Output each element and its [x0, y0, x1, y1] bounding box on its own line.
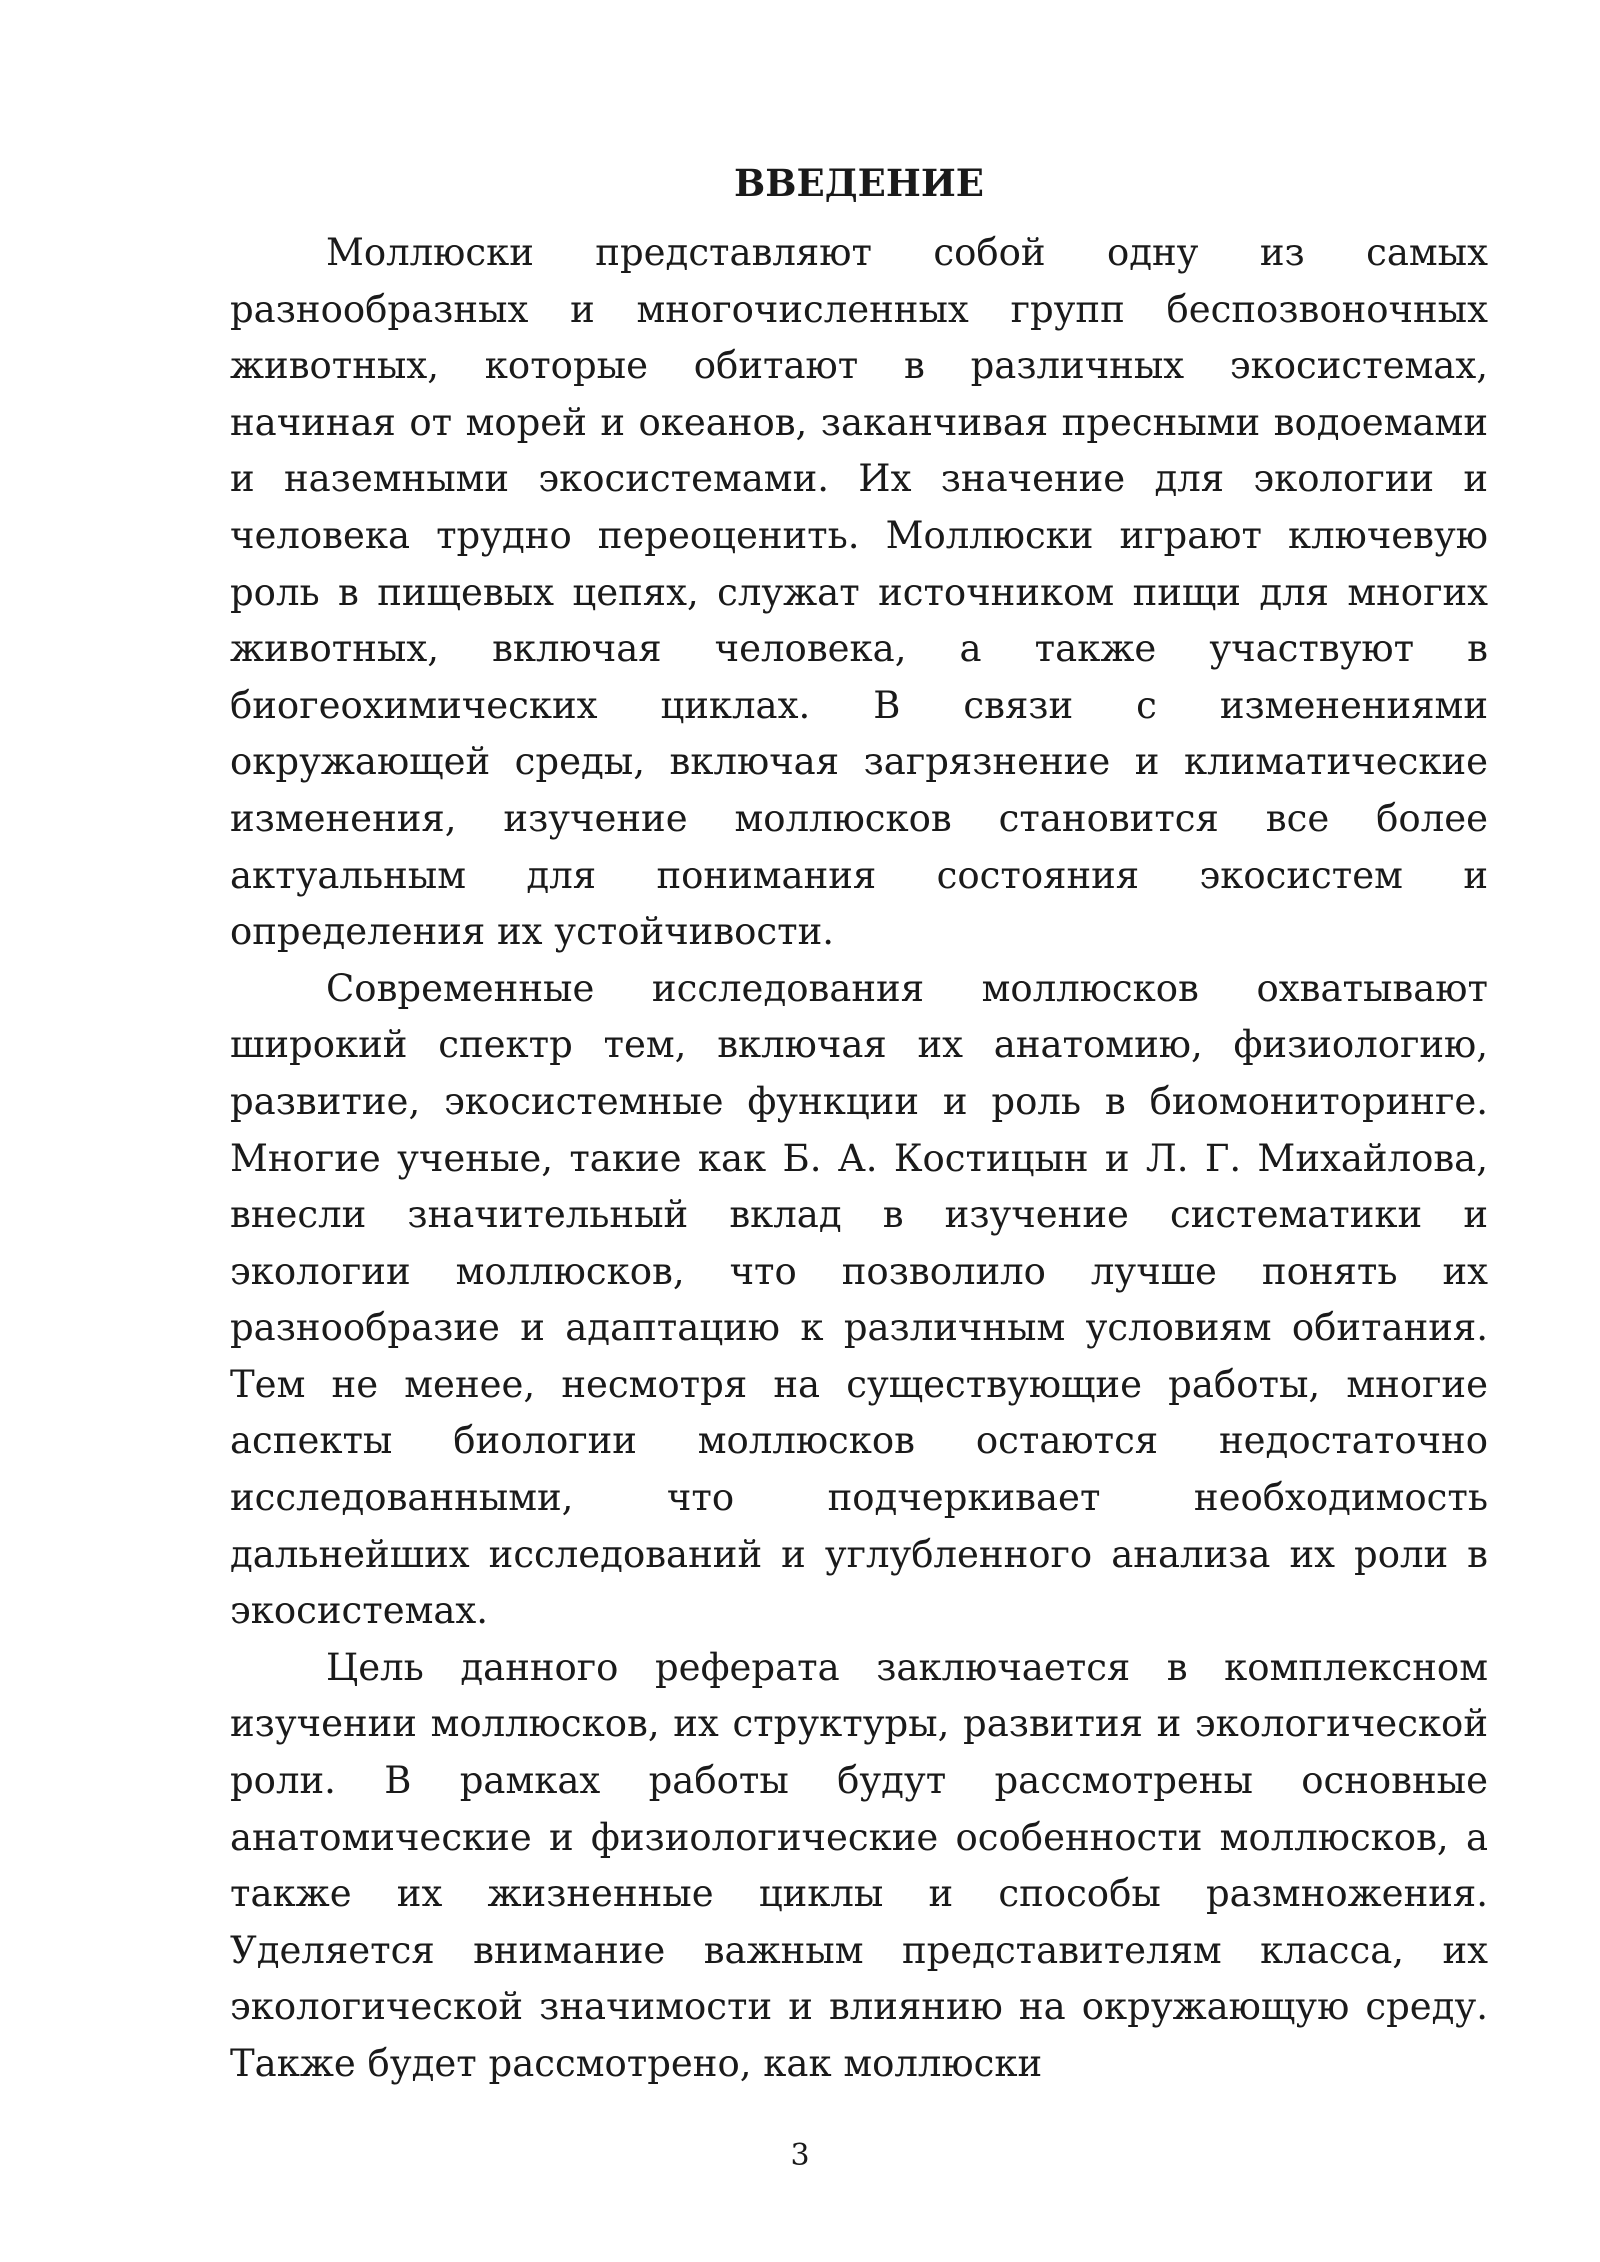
- paragraph-research: Современные исследования моллюсков охватывают широкий спектр тем, включая их анатомию, физиологию, развитие, экосистемные функции и роль в биомониторинге. Многие ученые, такие как Б. А. Костицын и Л. Г. Михайлова, внесли значительный вклад в изучение систематики и экологии моллюсков, что позволило лучше понять их разнообразие и адаптацию к различным условиям обитания. Тем не менее, несмотря на существующие работы, многие аспекты биологии моллюсков остаются недостаточно исследованными, что подчеркивает необходимость дальнейших исследований и углубленного анализа их роли в экосистемах.: [230, 966, 1488, 1633]
- page-number: 3: [790, 2138, 810, 2173]
- page-content: [230, 155, 1488, 2093]
- paragraph-goal: Цель данного реферата заключается в комплексном изучении моллюсков, их структуры, развития и экологической роли. В рамках работы будут рассмотрены основные анатомические и физиологические особенности моллюсков, а также их жизненные циклы и способы размножения. Уделяется внимание важным представителям класса, их экологической значимости и влиянию на окружающую среду. Также будет рассмотрено, как моллюски: [230, 1645, 1488, 2085]
- paragraph-intro: Моллюски представляют собой одну из самых разнообразных и многочисленных групп беспозвоночных животных, которые обитают в различных экосистемах, начиная от морей и океанов, заканчивая пресными водоемами и наземными экосистемами. Их значение для экологии и человека трудно переоценить. Моллюски играют ключевую роль в пищевых цепях, служат источником пищи для многих животных, включая человека, а также участвуют в биогеохимических циклах. В связи с изменениями окружающей среды, включая загрязнение и климатические изменения, изучение моллюсков становится все более актуальным для понимания состояния экосистем и определения их устойчивости.: [230, 231, 1488, 954]
- section-heading: ВВЕДЕНИЕ: [734, 161, 984, 205]
